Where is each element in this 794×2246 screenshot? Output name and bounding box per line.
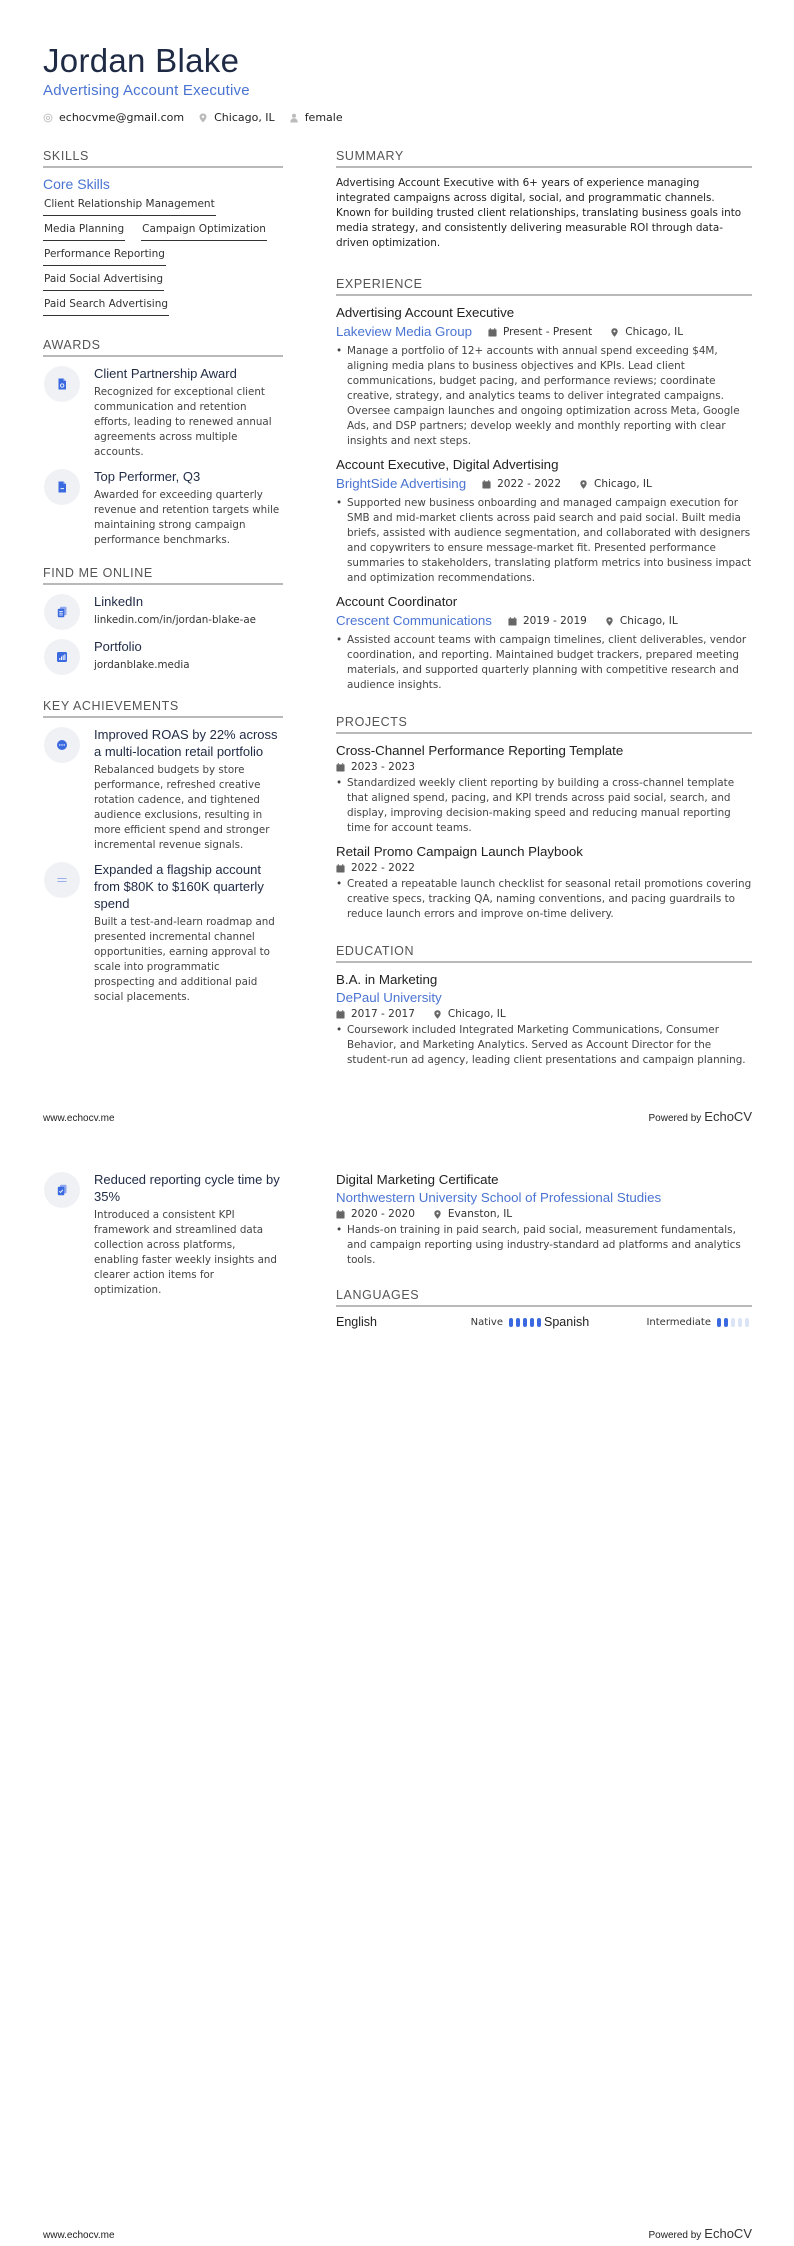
language-rating (509, 1318, 544, 1327)
skill-tag: Media Planning (43, 220, 125, 241)
job-location: Chicago, IL (625, 326, 684, 338)
school-name: DePaul University (336, 990, 442, 1005)
bar-chart-icon (44, 639, 80, 675)
equals-icon (44, 862, 80, 898)
online-heading: FIND ME ONLINE (43, 566, 283, 585)
achievements-section (43, 699, 283, 1005)
project-dates: 2022 - 2022 (351, 862, 415, 874)
location-pin-icon (579, 480, 588, 489)
achievement-title: Improved ROAS by 22% across a multi-location retail portfolio (94, 727, 278, 759)
calendar-icon (482, 480, 491, 489)
language-level: Native (470, 1316, 503, 1328)
online-link-item[interactable] (43, 638, 283, 675)
achievements-heading: KEY ACHIEVEMENTS (43, 699, 283, 718)
skill-tag: Paid Search Advertising (43, 295, 169, 316)
resume-header (43, 42, 357, 124)
education-entry (336, 971, 752, 1068)
contact-gender (289, 111, 343, 124)
language-name: English (336, 1315, 377, 1329)
calendar-icon (336, 763, 345, 772)
company-name: Lakeview Media Group (336, 324, 472, 339)
online-section (43, 566, 283, 675)
award-title: Client Partnership Award (94, 366, 237, 381)
job-location: Chicago, IL (619, 615, 678, 627)
skills-list (43, 195, 283, 320)
location-pin-icon (605, 617, 614, 626)
calendar-icon (508, 617, 517, 626)
candidate-name: Jordan Blake (43, 42, 240, 79)
experience-heading: EXPERIENCE (336, 277, 752, 296)
language-item (544, 1315, 752, 1329)
footer-url[interactable]: www.echocv.me (43, 1113, 115, 1124)
skill-tag: Campaign Optimization (141, 220, 267, 241)
copy-check-icon (44, 1172, 80, 1208)
job-dates: 2022 - 2022 (497, 478, 562, 490)
location-pin-icon (433, 1210, 442, 1219)
footer-brand[interactable]: EchoCV (704, 1109, 752, 1124)
contact-gender-value: female (304, 111, 343, 124)
company-name: Crescent Communications (336, 613, 492, 628)
job-title: Account Coordinator (336, 594, 458, 609)
achievement-description: Rebalanced budgets by store performance, refreshed creative rotation cadence, and tightened audience exclusions, resulting in more efficient spend and stronger incremental revenue signals. (94, 764, 270, 851)
award-item (43, 468, 283, 548)
experience-entry (336, 593, 752, 693)
candidate-title: Advertising Account Executive (43, 82, 250, 99)
projects-heading: PROJECTS (336, 715, 752, 734)
job-location: Chicago, IL (594, 478, 652, 490)
education-entry (336, 1171, 752, 1268)
online-link-label: LinkedIn (94, 594, 144, 609)
contact-email[interactable] (43, 111, 184, 124)
footer-brand[interactable]: EchoCV (704, 2226, 752, 2241)
project-bullet: • Created a repeatable launch checklist for seasonal retail promotions covering creative specs, tracking QA, naming conventions, and pacing guardrails to reduce launch errors and improve on-time delivery. (336, 877, 752, 922)
footer-powered-by: Powered by EchoCV (648, 1109, 752, 1124)
job-bullet: • Supported new business onboarding and managed campaign execution for SMB and mid-market clients across paid search and paid social. Built media briefs, assisted with audience segmentation, and collaborated with designers and copywriters to ensure message-market fit. Presented performance summaries to stakeholders, translating platform metrics into business impact and optimization recommendations. (336, 496, 752, 586)
skill-tag: Paid Social Advertising (43, 270, 164, 291)
right-column-continued (336, 1171, 752, 1329)
achievement-item (43, 726, 283, 853)
language-item (336, 1315, 544, 1329)
job-title: Account Executive, Digital Advertising (336, 457, 559, 472)
online-link-url[interactable]: linkedin.com/in/jordan-blake-ae (94, 614, 256, 626)
online-link-url[interactable]: jordanblake.media (94, 659, 190, 671)
skills-group-title: Core Skills (43, 176, 110, 192)
ellipsis-circle-icon (44, 727, 80, 763)
document-icon (44, 469, 80, 505)
award-description: Recognized for exceptional client communication and retention efforts, leading to renewed annual agreements across multiple accounts. (94, 386, 272, 458)
skill-tag: Client Relationship Management (43, 195, 216, 216)
languages-heading: LANGUAGES (336, 1288, 752, 1307)
footer-powered-by: Powered by EchoCV (648, 2226, 752, 2241)
degree-title: Digital Marketing Certificate (336, 1172, 499, 1187)
document-award-icon (44, 366, 80, 402)
languages-list (336, 1315, 752, 1329)
person-icon (289, 113, 299, 123)
experience-entry (336, 304, 752, 449)
award-item (43, 365, 283, 460)
location-pin-icon (610, 328, 619, 337)
contact-email-value: echocvme@gmail.com (59, 111, 185, 124)
online-link-item[interactable] (43, 593, 283, 630)
calendar-icon (336, 864, 345, 873)
page-footer (43, 1109, 752, 1124)
achievement-description: Introduced a consistent KPI framework and streamlined data collection across platforms, enabling faster weekly insights and clearer action items for optimization. (94, 1209, 277, 1296)
project-entry (336, 843, 752, 922)
job-dates: 2019 - 2019 (522, 615, 587, 627)
skills-section (43, 149, 283, 320)
summary-section (336, 149, 752, 251)
location-pin-icon (433, 1010, 442, 1019)
project-bullet: • Standardized weekly client reporting by building a cross-channel template that aligned spend, pacing, and KPI trends across paid social, search, and display, improving decision-making speed and reducing manual reporting time for account teams. (336, 776, 752, 836)
job-bullet: • Assisted account teams with campaign timelines, client deliverables, vendor coordination, and reporting. Maintained budget trackers, prepared meeting materials, and supported quarterly planning with competitive research and audience insights. (336, 633, 752, 693)
skill-tag: Performance Reporting (43, 245, 166, 266)
award-title: Top Performer, Q3 (94, 469, 201, 484)
project-entry (336, 742, 752, 836)
project-title: Retail Promo Campaign Launch Playbook (336, 844, 583, 859)
at-icon (43, 113, 53, 123)
contact-location (198, 111, 275, 124)
summary-heading: SUMMARY (336, 149, 752, 168)
summary-text: Advertising Account Executive with 6+ years of experience managing integrated campaigns across digital, social, and programmatic channels. Known for building trusted client relationships, translating business goals into media strategy, and consistently delivering measurable ROI through data-driven optimization. (336, 177, 742, 249)
education-location: Chicago, IL (447, 1008, 506, 1020)
achievement-description: Built a test-and-learn roadmap and presented incremental channel opportunities, earning approval to scale into programmatic prospecting and additional paid social placements. (94, 916, 275, 1003)
job-dates: Present - Present (503, 326, 593, 338)
projects-section (336, 715, 752, 922)
left-column (43, 149, 283, 1013)
awards-heading: AWARDS (43, 338, 283, 357)
page-footer (43, 2226, 752, 2241)
experience-entry (336, 456, 752, 586)
clipboard-icon (44, 594, 80, 630)
school-name: Northwestern University School of Professional Studies (336, 1190, 662, 1205)
education-heading: EDUCATION (336, 944, 752, 963)
language-level: Intermediate (646, 1316, 711, 1328)
right-column (336, 149, 752, 1075)
language-name: Spanish (544, 1315, 590, 1329)
skills-heading: SKILLS (43, 149, 283, 168)
awards-section (43, 338, 283, 548)
calendar-icon (488, 328, 497, 337)
project-dates: 2023 - 2023 (351, 761, 415, 773)
left-column-continued (43, 1171, 283, 1306)
education-dates: 2020 - 2020 (351, 1208, 415, 1220)
company-name: BrightSide Advertising (336, 476, 467, 491)
location-pin-icon (198, 113, 208, 123)
achievement-item (43, 861, 283, 1005)
calendar-icon (336, 1210, 345, 1219)
education-location: Evanston, IL (447, 1208, 513, 1220)
calendar-icon (336, 1010, 345, 1019)
contact-row (43, 111, 357, 124)
project-title: Cross-Channel Performance Reporting Template (336, 743, 624, 758)
languages-section (336, 1288, 752, 1329)
experience-section (336, 277, 752, 693)
achievement-title: Expanded a flagship account from $80K to $160K quarterly spend (94, 862, 264, 911)
job-title: Advertising Account Executive (336, 305, 515, 320)
footer-url[interactable]: www.echocv.me (43, 2230, 115, 2241)
award-description: Awarded for exceeding quarterly revenue and retention targets while maintaining strong campaign performance benchmarks. (94, 489, 280, 546)
online-link-label: Portfolio (94, 639, 142, 654)
achievement-item (43, 1171, 283, 1298)
contact-location-value: Chicago, IL (214, 111, 275, 124)
degree-title: B.A. in Marketing (336, 972, 438, 987)
education-bullet: • Coursework included Integrated Marketing Communications, Consumer Behavior, and Marketing Analytics. Served as Account Director for the student-run ad agency, leading client presentations and campaign planning. (336, 1023, 752, 1068)
achievement-title: Reduced reporting cycle time by 35% (94, 1172, 280, 1204)
education-section (336, 944, 752, 1068)
education-dates: 2017 - 2017 (351, 1008, 415, 1020)
resume-page-2 (0, 1123, 794, 2246)
education-bullet: • Hands-on training in paid search, paid social, measurement fundamentals, and campaign reporting using industry-standard ad platforms and analytics tools. (336, 1223, 752, 1268)
language-rating (717, 1318, 752, 1327)
job-bullet: • Manage a portfolio of 12+ accounts with annual spend exceeding $4M, aligning media plans to business objectives and KPIs. Lead client communications, budget pacing, and performance reviews; coordinate creative, strategy, and analytics teams to deliver integrated campaigns. Oversee campaign launches and ongoing optimization across Meta, Google Ads, and DSP partners; develop weekly and monthly reporting with clear insights and next steps. (336, 344, 752, 449)
